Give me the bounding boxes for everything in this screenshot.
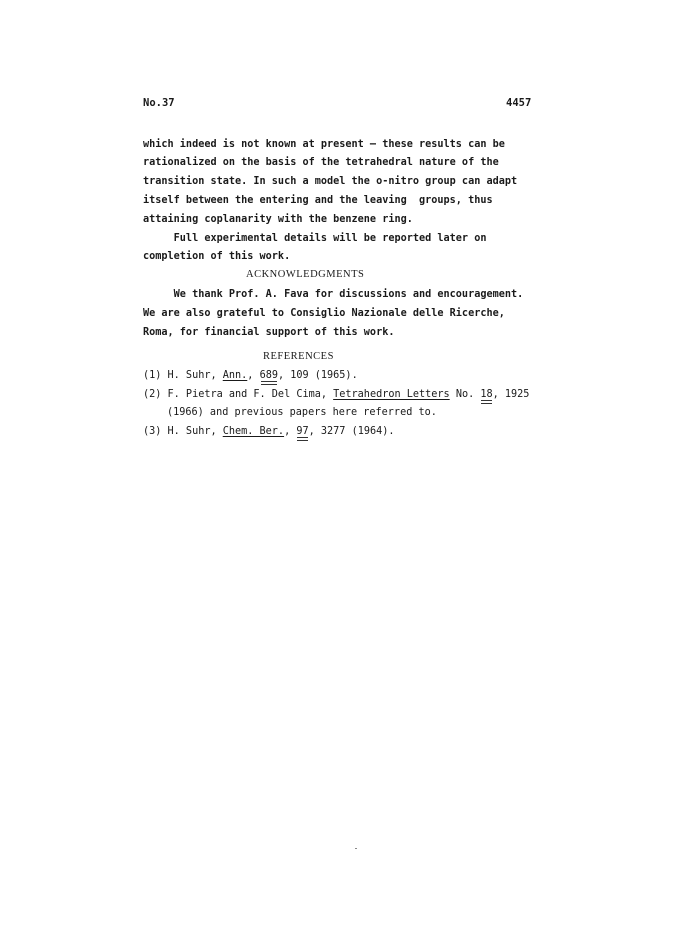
- body-line: itself between the entering and the leaving groups, thus: [143, 195, 493, 206]
- reference-author: (2) F. Pietra and F. Del Cima,: [143, 389, 334, 400]
- body-line: attaining coplanarity with the benzene ring.: [143, 214, 413, 225]
- reference-continuation: (1966) and previous papers here referred to.: [167, 407, 437, 418]
- body-line: Full experimental details will be reported later on: [143, 233, 487, 244]
- page-journal-number: No.37: [143, 97, 175, 109]
- body-line: which indeed is not known at present — these results can be: [143, 139, 505, 150]
- acknowledgment-line: We are also grateful to Consiglio Nazionale delle Ricerche,: [143, 308, 505, 319]
- reference-item: [143, 370, 358, 382]
- page-number: 4457: [506, 97, 532, 109]
- body-line: transition state. In such a model the o-nitro group can adapt: [143, 176, 518, 187]
- reference-volume: 18: [480, 389, 493, 400]
- references-heading: REFERENCES: [263, 351, 334, 362]
- reference-author: (1) H. Suhr,: [143, 370, 223, 381]
- body-line: completion of this work.: [143, 251, 291, 262]
- reference-journal: Tetrahedron Letters: [333, 389, 450, 400]
- reference-journal: Chem. Ber.: [222, 426, 285, 437]
- reference-separator: ,: [284, 426, 297, 437]
- acknowledgments-heading: ACKNOWLEDGMENTS: [246, 269, 365, 280]
- reference-journal: Ann.: [222, 370, 248, 381]
- acknowledgment-line: Roma, for financial support of this work.: [143, 327, 395, 338]
- reference-details: , 109 (1965).: [277, 370, 358, 381]
- reference-separator: No.: [449, 389, 481, 400]
- reference-author: (3) H. Suhr,: [143, 426, 223, 437]
- scan-speck: [355, 848, 357, 849]
- reference-volume: 689: [259, 370, 278, 381]
- reference-details: , 1925: [492, 389, 530, 400]
- reference-details: , 3277 (1964).: [308, 426, 395, 437]
- reference-separator: ,: [247, 370, 260, 381]
- reference-item: [143, 426, 395, 438]
- acknowledgment-line: We thank Prof. A. Fava for discussions and encouragement.: [143, 289, 524, 300]
- body-line: rationalized on the basis of the tetrahedral nature of the: [143, 157, 499, 168]
- reference-item: [143, 389, 529, 401]
- reference-volume: 97: [296, 426, 309, 437]
